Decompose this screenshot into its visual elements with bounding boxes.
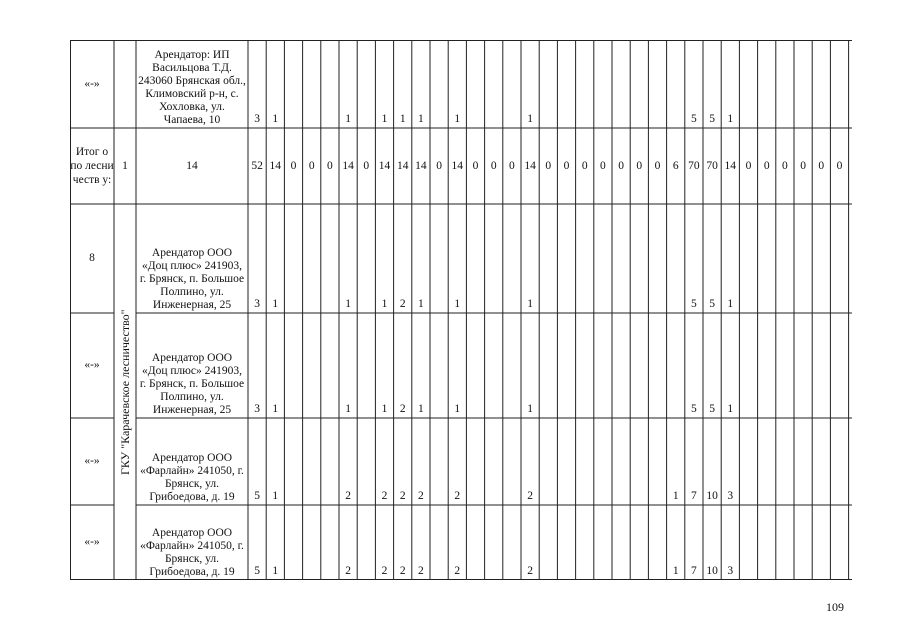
- value-cell: 14: [269, 159, 282, 172]
- value-cell: 0: [800, 159, 806, 172]
- value-cell: 2: [454, 490, 461, 502]
- row-index: 1: [122, 159, 128, 172]
- value-cell: 1: [527, 403, 533, 415]
- value-cell: 0: [436, 159, 442, 172]
- value-cell: 2: [527, 565, 533, 577]
- value-cell: 0: [745, 159, 752, 172]
- value-cell: 6: [672, 159, 679, 172]
- value-cell: 5: [691, 298, 697, 310]
- value-cell: 2: [454, 565, 461, 577]
- value-cell: 2: [399, 565, 406, 577]
- value-cell: 7: [691, 490, 697, 502]
- value-cell: 1: [345, 403, 351, 415]
- value-cell: 1: [672, 565, 679, 577]
- value-cell: 1: [272, 565, 279, 577]
- value-cell: 0: [327, 159, 333, 172]
- value-cell: 1: [381, 298, 388, 310]
- value-cell: 1: [672, 490, 679, 502]
- value-cell: 1: [272, 113, 279, 125]
- value-cell: 14: [524, 159, 536, 172]
- value-cell: 2: [399, 490, 406, 502]
- value-cell: 3: [727, 565, 734, 577]
- value-cell: 1: [418, 113, 424, 125]
- value-cell: 14: [378, 159, 391, 172]
- value-cell: 2: [418, 490, 424, 502]
- value-cell: 5: [709, 113, 715, 125]
- value-cell: 1: [727, 298, 734, 310]
- value-cell: 1: [381, 113, 388, 125]
- value-cell: 2: [345, 565, 351, 577]
- value-cell: 1: [418, 298, 424, 310]
- value-cell: 1: [527, 298, 533, 310]
- value-cell: 1: [272, 298, 279, 310]
- tenant-cell: 14: [186, 159, 198, 172]
- value-cell: 14: [415, 159, 427, 172]
- value-cell: 2: [418, 565, 424, 577]
- value-cell: 1: [345, 113, 351, 125]
- tenant-cell: Арендатор ООО «Доц плюс» 241903, г. Брянск, п. Большое Полпино, ул. Инженерная, 25: [139, 352, 245, 416]
- value-cell: 0: [654, 159, 661, 172]
- value-cell: 5: [709, 298, 715, 310]
- value-cell: 2: [399, 298, 406, 310]
- row-label: «-»: [84, 77, 100, 90]
- value-cell: 1: [272, 403, 279, 415]
- row-label: 8: [89, 252, 95, 264]
- value-cell: 1: [272, 490, 279, 502]
- value-cell: 1: [381, 403, 388, 415]
- value-cell: 5: [254, 490, 260, 502]
- tenant-cell: Арендатор ООО «Доц плюс» 241903, г. Брянск, п. Большое Полпино, ул. Инженерная, 25: [139, 247, 245, 311]
- value-cell: 1: [345, 298, 351, 310]
- value-cell: 1: [454, 403, 461, 415]
- row-label: «-»: [84, 536, 100, 548]
- value-cell: 0: [363, 159, 370, 172]
- forestry-table: [70, 40, 852, 580]
- value-cell: 10: [706, 490, 718, 502]
- tenant-cell: Арендатор ООО «Фарлайн» 241050, г. Брянск, ул. Грибоедова, д. 19: [140, 527, 244, 578]
- value-cell: 3: [254, 113, 260, 125]
- value-cell: 0: [782, 159, 788, 172]
- value-cell: 0: [636, 159, 643, 172]
- value-cell: 0: [600, 159, 606, 172]
- value-cell: 1: [527, 113, 533, 125]
- value-cell: 10: [706, 565, 718, 577]
- value-cell: 5: [691, 403, 697, 415]
- value-cell: 1: [727, 113, 734, 125]
- value-cell: 0: [472, 159, 479, 172]
- value-cell: 14: [396, 159, 409, 172]
- value-cell: 2: [381, 490, 388, 502]
- value-cell: 14: [342, 159, 354, 172]
- value-cell: 2: [381, 565, 388, 577]
- value-cell: 0: [618, 159, 624, 172]
- value-cell: 14: [724, 159, 737, 172]
- tenant-cell: Арендатор ООО «Фарлайн» 241050, г. Брянск, ул. Грибоедова, д. 19: [140, 452, 244, 503]
- value-cell: 14: [451, 159, 464, 172]
- value-cell: 1: [454, 298, 461, 310]
- value-cell: 0: [563, 159, 570, 172]
- value-cell: 70: [706, 159, 718, 172]
- value-cell: 1: [418, 403, 424, 415]
- value-cell: 1: [727, 403, 734, 415]
- value-cell: 2: [527, 490, 533, 502]
- value-cell: 7: [691, 565, 697, 577]
- value-cell: 5: [254, 565, 260, 577]
- page-number: 109: [826, 600, 844, 614]
- value-cell: 1: [454, 113, 461, 125]
- row-label: «-»: [84, 359, 100, 371]
- forestry-vertical-label: ГКУ "Карачевское лесничество": [118, 309, 132, 475]
- value-cell: 52: [251, 159, 263, 172]
- value-cell: 1: [399, 113, 406, 125]
- value-cell: 3: [727, 490, 734, 502]
- value-cell: 0: [763, 159, 770, 172]
- value-cell: 5: [691, 113, 697, 125]
- value-cell: 0: [581, 159, 588, 172]
- value-cell: 70: [688, 159, 700, 172]
- value-cell: 0: [545, 159, 552, 172]
- value-cell: 5: [709, 403, 715, 415]
- row-label: «-»: [84, 455, 100, 467]
- value-cell: 0: [836, 159, 843, 172]
- value-cell: 0: [818, 159, 825, 172]
- value-cell: 3: [254, 298, 260, 310]
- value-cell: 3: [254, 403, 260, 415]
- value-cell: 2: [399, 403, 406, 415]
- value-cell: 2: [345, 490, 351, 502]
- value-cell: 0: [308, 159, 315, 172]
- value-cell: 0: [490, 159, 497, 172]
- row-label: Итог о по лесни честв у:: [70, 146, 114, 186]
- value-cell: 0: [509, 159, 515, 172]
- tenant-cell: Арендатор: ИП Васильцова Т.Д. 243060 Брянская обл., Климовский р-н, с. Хохловка, ул. Чапаева, 10: [138, 49, 246, 126]
- value-cell: 0: [290, 159, 297, 172]
